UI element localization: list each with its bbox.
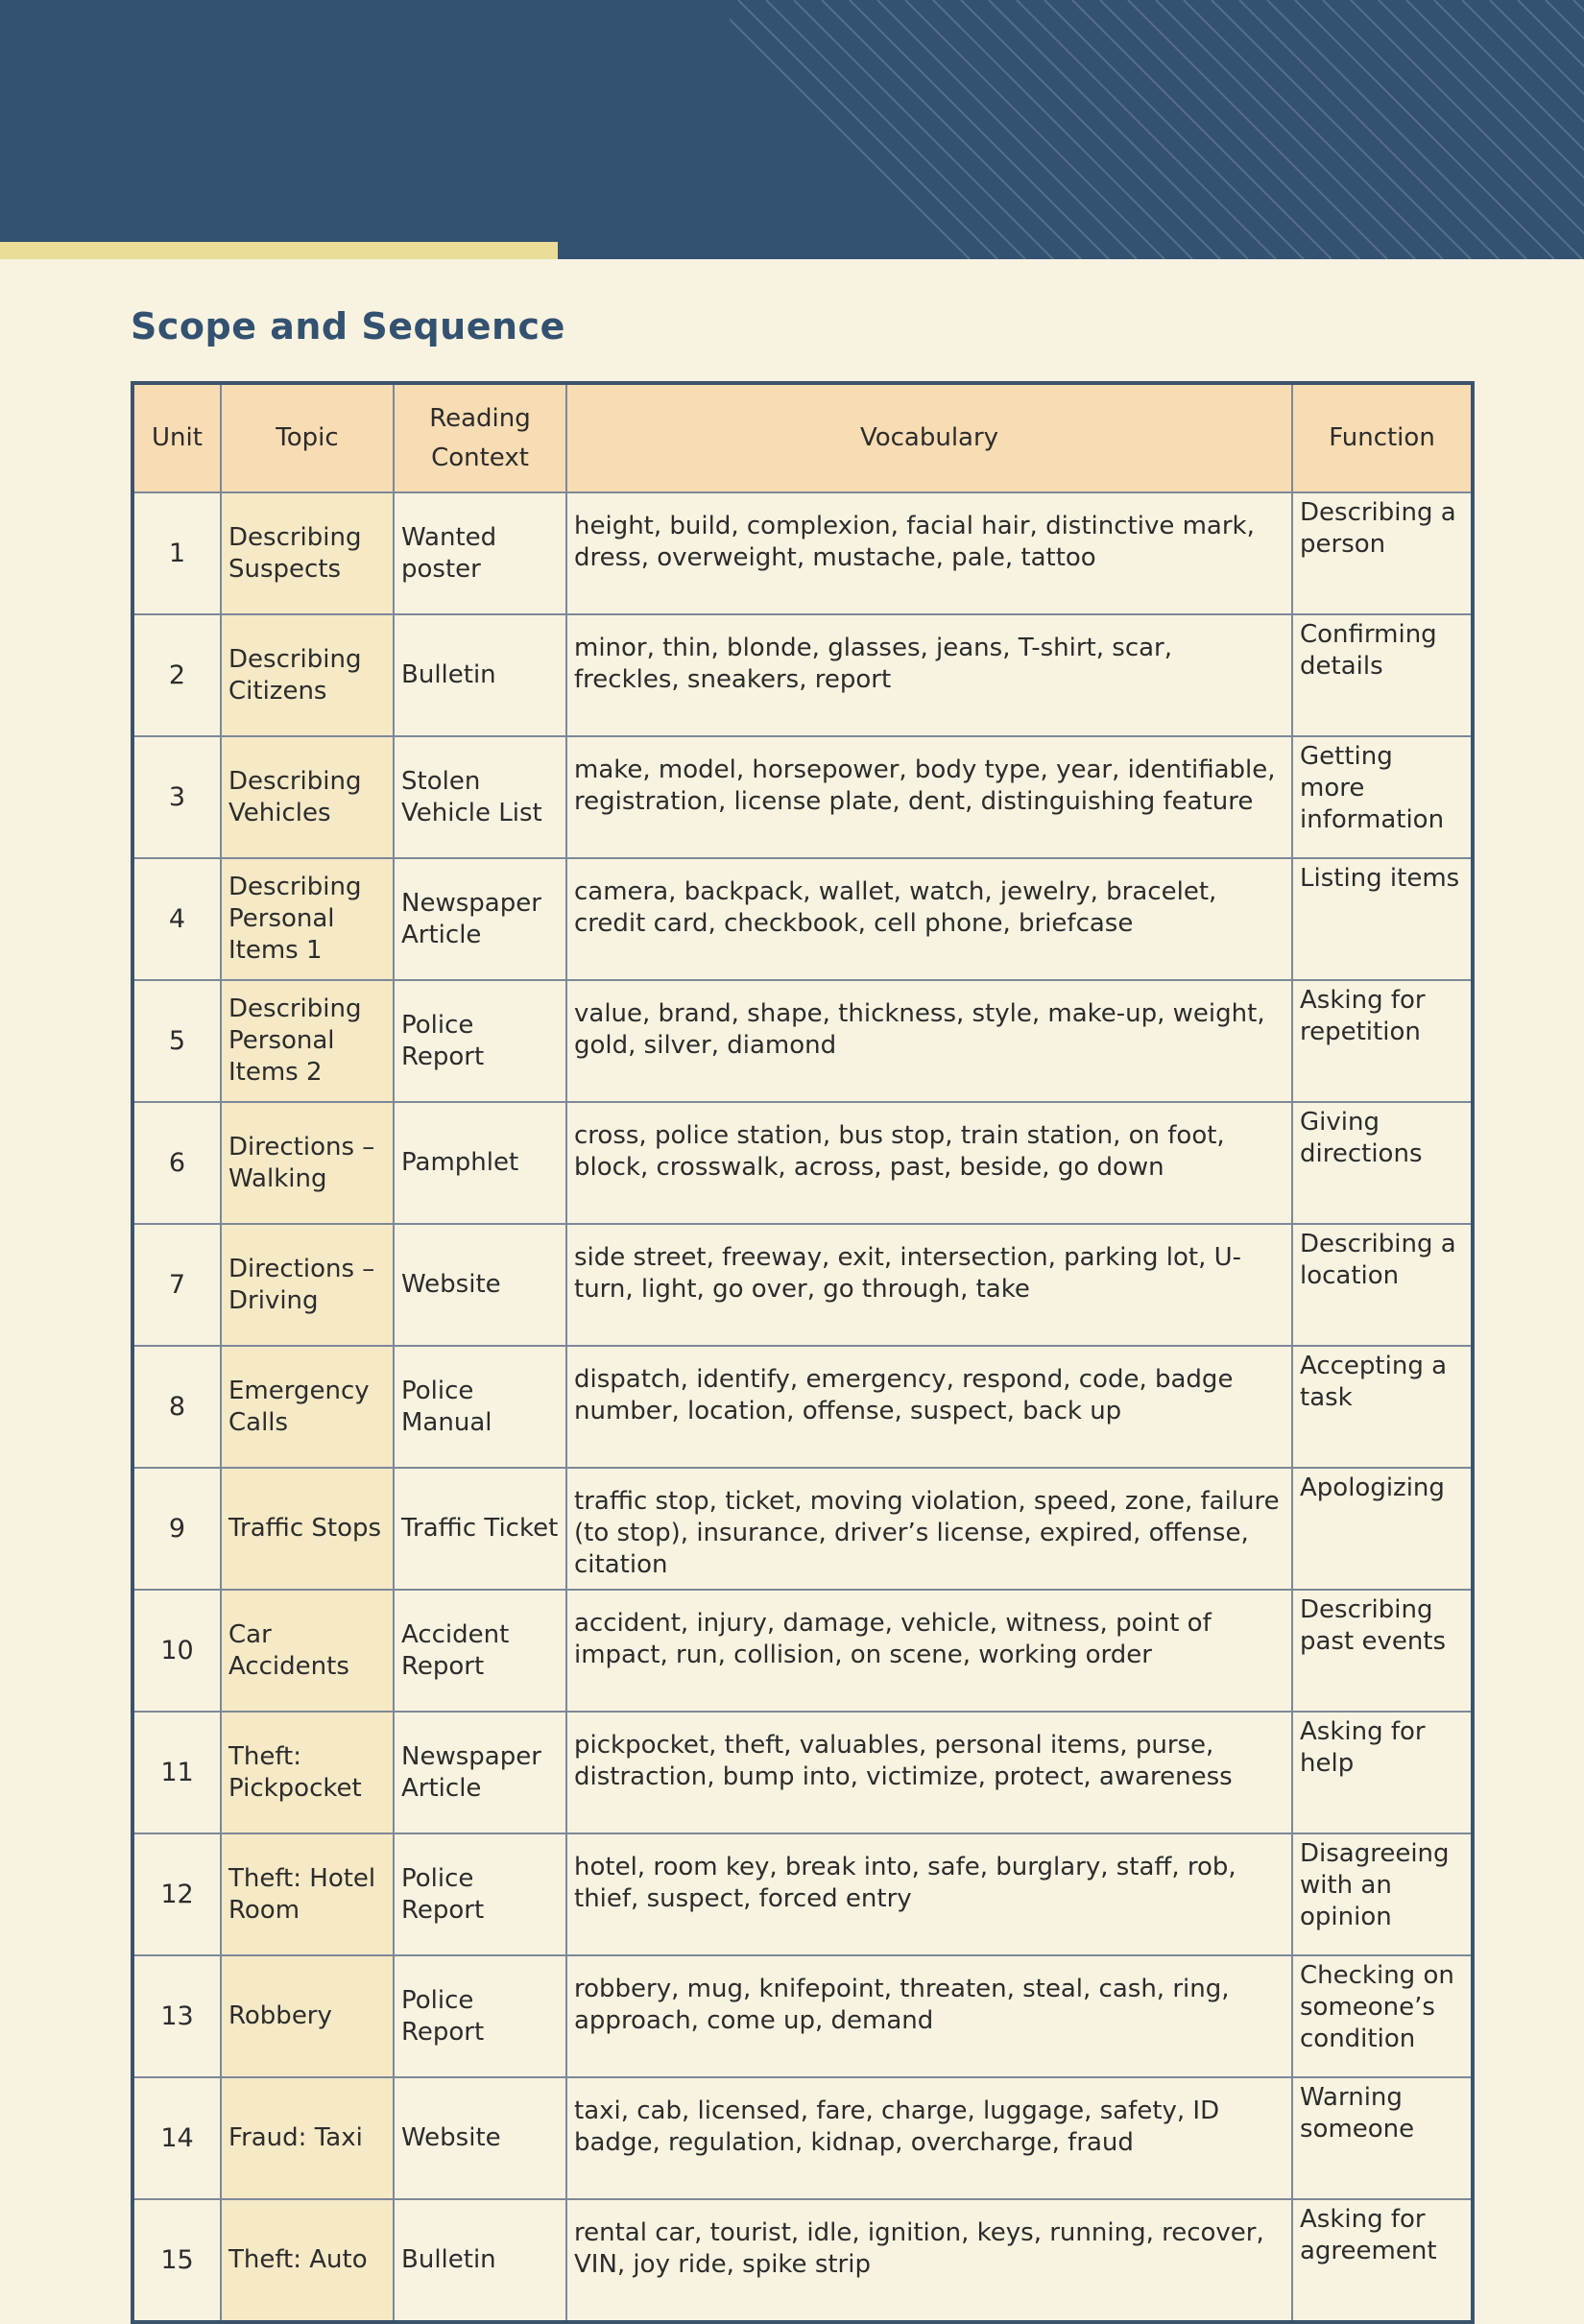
cell-topic: Directions – Driving	[221, 1224, 394, 1346]
cell-function: Giving directions	[1292, 1102, 1473, 1224]
cell-topic: Theft: Auto	[221, 2199, 394, 2322]
cell-vocabulary: height, build, complexion, facial hair, distinctive mark, dress, overweight, mustache, pale, tattoo	[566, 492, 1292, 614]
cell-function: Disagreeing with an opinion	[1292, 1833, 1473, 1955]
cell-vocabulary: minor, thin, blonde, glasses, jeans, T-shirt, scar, freckles, sneakers, report	[566, 614, 1292, 736]
table-row	[132, 1468, 1473, 1590]
table-row	[132, 1224, 1473, 1346]
cell-reading-context: Newspaper Article	[394, 1712, 566, 1833]
cell-function: Accepting a task	[1292, 1346, 1473, 1468]
header-reading-context: Reading Context	[394, 383, 566, 492]
table-row	[132, 1712, 1473, 1833]
header-stripe	[1184, 0, 1443, 259]
cell-vocabulary: dispatch, identify, emergency, respond, code, badge number, location, offense, suspect, back up	[566, 1346, 1292, 1468]
cell-unit: 13	[132, 1955, 221, 2077]
header-stripe	[1128, 0, 1387, 259]
cell-vocabulary: rental car, tourist, idle, ignition, keys, running, recover, VIN, joy ride, spike strip	[566, 2199, 1292, 2322]
cell-topic: Theft: Pickpocket	[221, 1712, 394, 1833]
cell-vocabulary: camera, backpack, wallet, watch, jewelry, bracelet, credit card, checkbook, cell phone, briefcase	[566, 858, 1292, 980]
cell-reading-context: Bulletin	[394, 2199, 566, 2322]
cell-unit: 14	[132, 2077, 221, 2199]
table-row	[132, 1346, 1473, 1468]
table-row	[132, 736, 1473, 858]
cell-function: Asking for help	[1292, 1712, 1473, 1833]
cell-unit: 6	[132, 1102, 221, 1224]
cell-reading-context: Newspaper Article	[394, 858, 566, 980]
header-stripe	[1100, 0, 1359, 259]
cell-function: Describing a location	[1292, 1224, 1473, 1346]
header-stripe	[1212, 0, 1471, 259]
header-stripe	[1351, 0, 1584, 259]
header-stripe	[822, 0, 1081, 259]
table-header-row	[132, 383, 1473, 492]
cell-vocabulary: robbery, mug, knifepoint, threaten, steal, cash, ring, approach, come up, demand	[566, 1955, 1292, 2077]
table-row	[132, 614, 1473, 736]
header-band	[0, 0, 1584, 259]
table-row	[132, 1590, 1473, 1712]
header-stripe	[766, 0, 1025, 259]
header-stripe	[850, 0, 1109, 259]
cell-function: Getting more information	[1292, 736, 1473, 858]
cell-reading-context: Police Report	[394, 1955, 566, 2077]
cell-function: Checking on someone’s condition	[1292, 1955, 1473, 2077]
cell-reading-context: Police Report	[394, 980, 566, 1102]
table-row	[132, 858, 1473, 980]
header-stripe	[1072, 0, 1332, 259]
table-row	[132, 980, 1473, 1102]
cell-reading-context: Wanted poster	[394, 492, 566, 614]
cell-function: Describing a person	[1292, 492, 1473, 614]
cell-topic: Traffic Stops	[221, 1468, 394, 1590]
header-stripe	[794, 0, 1053, 259]
cell-unit: 8	[132, 1346, 221, 1468]
cell-unit: 11	[132, 1712, 221, 1833]
cell-function: Warning someone	[1292, 2077, 1473, 2199]
table-body	[132, 492, 1473, 2322]
header-vocabulary: Vocabulary	[566, 383, 1292, 492]
page-title: Scope and Sequence	[131, 305, 565, 347]
cell-reading-context: Website	[394, 1224, 566, 1346]
table-row	[132, 1833, 1473, 1955]
cell-reading-context: Pamphlet	[394, 1102, 566, 1224]
header-diagonal-stripes	[0, 0, 1584, 259]
header-stripe	[738, 0, 997, 259]
cell-topic: Describing Citizens	[221, 614, 394, 736]
table-row	[132, 2077, 1473, 2199]
cell-topic: Describing Vehicles	[221, 736, 394, 858]
cell-reading-context: Bulletin	[394, 614, 566, 736]
cell-unit: 2	[132, 614, 221, 736]
header-stripe	[710, 0, 970, 259]
cell-unit: 12	[132, 1833, 221, 1955]
cell-vocabulary: value, brand, shape, thickness, style, make-up, weight, gold, silver, diamond	[566, 980, 1292, 1102]
cell-reading-context: Police Manual	[394, 1346, 566, 1468]
cell-topic: Describing Personal Items 2	[221, 980, 394, 1102]
header-topic: Topic	[221, 383, 394, 492]
cell-unit: 9	[132, 1468, 221, 1590]
table-row	[132, 1102, 1473, 1224]
scope-and-sequence-table	[131, 381, 1475, 2324]
header-stripe	[933, 0, 1192, 259]
cell-unit: 1	[132, 492, 221, 614]
cell-unit: 3	[132, 736, 221, 858]
cell-function: Apologizing	[1292, 1468, 1473, 1590]
accent-bar	[0, 242, 558, 259]
cell-topic: Describing Suspects	[221, 492, 394, 614]
cell-topic: Directions – Walking	[221, 1102, 394, 1224]
header-stripe	[961, 0, 1220, 259]
cell-vocabulary: cross, police station, bus stop, train station, on foot, block, crosswalk, across, past, beside, go down	[566, 1102, 1292, 1224]
header-stripe	[989, 0, 1248, 259]
cell-reading-context: Police Report	[394, 1833, 566, 1955]
header-stripe	[1323, 0, 1582, 259]
header-function: Function	[1292, 383, 1473, 492]
cell-vocabulary: pickpocket, theft, valuables, personal items, purse, distraction, bump into, victimize, protect, awareness	[566, 1712, 1292, 1833]
table-row	[132, 2199, 1473, 2322]
header-stripe	[1044, 0, 1304, 259]
header-stripe	[1267, 0, 1526, 259]
cell-vocabulary: make, model, horsepower, body type, year, identifiable, registration, license plate, dent, distinguishing feature	[566, 736, 1292, 858]
table-row	[132, 1955, 1473, 2077]
cell-function: Listing items	[1292, 858, 1473, 980]
header-stripe	[1156, 0, 1415, 259]
cell-vocabulary: traffic stop, ticket, moving violation, speed, zone, failure (to stop), insurance, driver’s license, expired, offense, citation	[566, 1468, 1292, 1590]
cell-vocabulary: accident, injury, damage, vehicle, witness, point of impact, run, collision, on scene, working order	[566, 1590, 1292, 1712]
header-stripe	[1573, 0, 1584, 259]
cell-function: Confirming details	[1292, 614, 1473, 736]
cell-topic: Describing Personal Items 1	[221, 858, 394, 980]
cell-reading-context: Stolen Vehicle List	[394, 736, 566, 858]
cell-reading-context: Website	[394, 2077, 566, 2199]
header-stripe	[877, 0, 1137, 259]
cell-topic: Emergency Calls	[221, 1346, 394, 1468]
cell-unit: 4	[132, 858, 221, 980]
cell-reading-context: Accident Report	[394, 1590, 566, 1712]
cell-topic: Fraud: Taxi	[221, 2077, 394, 2199]
cell-unit: 7	[132, 1224, 221, 1346]
cell-function: Asking for agreement	[1292, 2199, 1473, 2322]
cell-topic: Robbery	[221, 1955, 394, 2077]
cell-topic: Car Accidents	[221, 1590, 394, 1712]
header-stripe	[905, 0, 1164, 259]
cell-topic: Theft: Hotel Room	[221, 1833, 394, 1955]
header-stripe	[1017, 0, 1276, 259]
cell-function: Describing past events	[1292, 1590, 1473, 1712]
header-stripe	[1239, 0, 1499, 259]
cell-unit: 10	[132, 1590, 221, 1712]
cell-unit: 5	[132, 980, 221, 1102]
cell-reading-context: Traffic Ticket	[394, 1468, 566, 1590]
cell-function: Asking for repetition	[1292, 980, 1473, 1102]
cell-vocabulary: side street, freeway, exit, intersection, parking lot, U-turn, light, go over, go through, take	[566, 1224, 1292, 1346]
header-stripe	[1295, 0, 1554, 259]
cell-vocabulary: taxi, cab, licensed, fare, charge, luggage, safety, ID badge, regulation, kidnap, overcharge, fraud	[566, 2077, 1292, 2199]
table-row	[132, 492, 1473, 614]
header-unit: Unit	[132, 383, 221, 492]
cell-vocabulary: hotel, room key, break into, safe, burglary, staff, rob, thief, suspect, forced entry	[566, 1833, 1292, 1955]
cell-unit: 15	[132, 2199, 221, 2322]
